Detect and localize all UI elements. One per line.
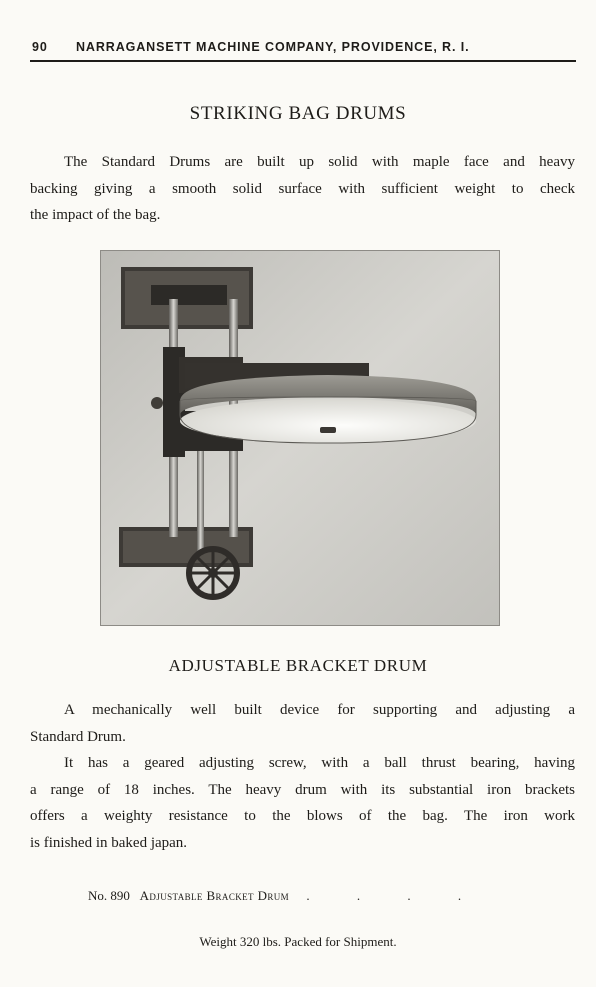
header-rule [30,60,576,62]
description-2-line-1: It has a geared adjusting screw, with a ball thrust bearing, having [64,755,575,771]
description-1-line-1: A mechanically well built device for supporting and adjusting a [64,702,575,718]
section-title: STRIKING BAG DRUMS [189,103,407,124]
description-2-line-3: offers a weighty resistance to the blows of the bag. The iron work [30,808,575,824]
product-title: ADJUSTABLE BRACKET DRUM [168,656,428,675]
intro-paragraph [30,149,575,229]
catalog-number: No. 890 [88,888,130,903]
intro-line-3: the impact of the bag. [30,207,161,223]
description-2-line-2: a range of 18 inches. The heavy drum with its substantial iron brackets [30,781,575,798]
intro-line-1: The Standard Drums are built up solid with maple face and heavy [64,154,575,170]
weight-note: Weight 320 lbs. Packed for Shipment. [199,934,397,949]
catalog-leader-dots: . . . . [306,888,484,903]
description-paragraph-1 [30,697,575,750]
catalog-entry [88,888,483,904]
page-number: 90 [32,40,48,54]
description-2-line-4: is finished in baked japan. [30,834,188,851]
bracket-drum-photo [100,250,500,626]
bracket-drum-illustration [101,251,499,625]
page-header [32,40,576,54]
description-1-line-2: Standard Drum. [30,728,126,745]
catalog-product-name: Adjustable Bracket Drum [139,888,290,903]
description-paragraph-2 [30,750,575,856]
intro-line-2: backing giving a smooth solid surface with sufficient weight to check [30,180,575,197]
publisher-name: NARRAGANSETT MACHINE COMPANY, PROVIDENCE, R. I. [76,40,470,54]
